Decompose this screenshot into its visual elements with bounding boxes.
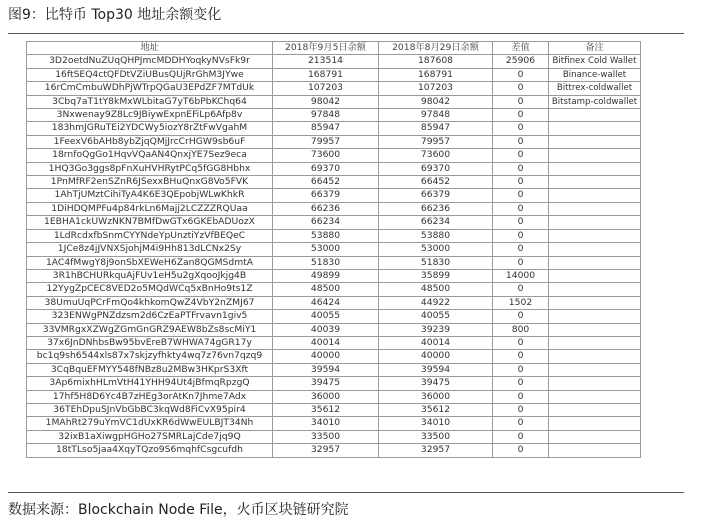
cell-balance-sep5: 98042 (273, 95, 379, 108)
header-address: 地址 (27, 42, 273, 55)
cell-note (549, 202, 641, 215)
cell-balance-sep5: 66452 (273, 176, 379, 189)
cell-balance-aug29: 40000 (379, 350, 493, 363)
table-row (27, 323, 641, 336)
cell-balance-aug29: 51830 (379, 256, 493, 269)
table-row (27, 430, 641, 443)
table-row (27, 310, 641, 323)
cell-balance-aug29: 48500 (379, 283, 493, 296)
cell-balance-sep5: 73600 (273, 149, 379, 162)
cell-note: Bittrex-coldwallet (549, 82, 641, 95)
cell-balance-aug29: 34010 (379, 417, 493, 430)
cell-balance-aug29: 35899 (379, 269, 493, 282)
cell-difference: 0 (493, 336, 549, 349)
cell-difference: 0 (493, 95, 549, 108)
table-header-row (27, 42, 641, 55)
cell-difference: 0 (493, 350, 549, 363)
cell-note (549, 430, 641, 443)
balance-table-container (26, 41, 641, 458)
cell-balance-aug29: 66236 (379, 202, 493, 215)
table-row (27, 149, 641, 162)
table-row (27, 403, 641, 416)
cell-note (549, 323, 641, 336)
cell-balance-sep5: 33500 (273, 430, 379, 443)
cell-difference: 1502 (493, 296, 549, 309)
header-balance-sep5: 2018年9月5日余额 (273, 42, 379, 55)
table-row (27, 377, 641, 390)
cell-note (549, 135, 641, 148)
cell-difference: 0 (493, 149, 549, 162)
table-row (27, 256, 641, 269)
cell-note (549, 216, 641, 229)
cell-difference: 0 (493, 417, 549, 430)
table-row (27, 417, 641, 430)
table-row (27, 229, 641, 242)
cell-balance-sep5: 53880 (273, 229, 379, 242)
balance-table (26, 41, 641, 458)
cell-balance-aug29: 98042 (379, 95, 493, 108)
cell-balance-aug29: 66452 (379, 176, 493, 189)
cell-balance-aug29: 39475 (379, 377, 493, 390)
cell-difference: 0 (493, 430, 549, 443)
cell-balance-aug29: 39239 (379, 323, 493, 336)
cell-balance-aug29: 40014 (379, 336, 493, 349)
table-row (27, 55, 641, 68)
cell-note (549, 176, 641, 189)
cell-balance-sep5: 168791 (273, 68, 379, 81)
cell-balance-sep5: 53000 (273, 243, 379, 256)
cell-balance-sep5: 66379 (273, 189, 379, 202)
cell-balance-aug29: 168791 (379, 68, 493, 81)
cell-address: 33VMRgxXZWgZGmGnGRZ9AEW8bZs8scMiY1 (27, 323, 273, 336)
table-row (27, 122, 641, 135)
cell-address: 16rCmCmbuWDhPjWTrpQGaU3EPdZF7MTdUk (27, 82, 273, 95)
table-row (27, 162, 641, 175)
cell-balance-sep5: 66236 (273, 202, 379, 215)
cell-address: 37x6JnDNhbsBw95bvEreB7WHWA74gGR17y (27, 336, 273, 349)
cell-note (549, 336, 641, 349)
cell-note (549, 256, 641, 269)
cell-difference: 0 (493, 189, 549, 202)
cell-balance-aug29: 36000 (379, 390, 493, 403)
cell-address: 1FeexV6bAHb8ybZjqQMjJrcCrHGW9sb6uF (27, 135, 273, 148)
cell-balance-sep5: 39475 (273, 377, 379, 390)
cell-balance-sep5: 40055 (273, 310, 379, 323)
cell-note (549, 269, 641, 282)
cell-balance-sep5: 48500 (273, 283, 379, 296)
cell-address: 3R1hBCHURkquAjFUv1eH5u2gXqooJkjg4B (27, 269, 273, 282)
top-rule (8, 33, 684, 34)
cell-address: 3Nxwenay9Z8Lc9JBiywExpnEFiLp6Afp8v (27, 109, 273, 122)
header-note: 备注 (549, 42, 641, 55)
cell-difference: 0 (493, 390, 549, 403)
cell-note (549, 189, 641, 202)
cell-address: 38UmuUqPCrFmQo4khkomQwZ4VbY2nZMJ67 (27, 296, 273, 309)
cell-note (549, 350, 641, 363)
cell-address: bc1q9sh6544xls87x7skjzyfhkty4wq7z76vn7qzq9 (27, 350, 273, 363)
table-row (27, 350, 641, 363)
cell-balance-sep5: 36000 (273, 390, 379, 403)
cell-balance-aug29: 97848 (379, 109, 493, 122)
cell-address: 12YygZpCEC8VED2o5MQdWCq5xBnHo9ts1Z (27, 283, 273, 296)
table-row (27, 135, 641, 148)
cell-balance-aug29: 32957 (379, 444, 493, 457)
cell-balance-aug29: 40055 (379, 310, 493, 323)
cell-difference: 0 (493, 310, 549, 323)
cell-address: 1AhTjUMztCihiTyA4K6E3QEpobjWLwKhkR (27, 189, 273, 202)
cell-note (549, 283, 641, 296)
cell-balance-aug29: 66379 (379, 189, 493, 202)
cell-address: 3Cbq7aT1tY8kMxWLbitaG7yT6bPbKChq64 (27, 95, 273, 108)
cell-balance-aug29: 85947 (379, 122, 493, 135)
cell-difference: 0 (493, 444, 549, 457)
cell-address: 1EBHA1ckUWzNKN7BMfDwGTx6GKEbADUozX (27, 216, 273, 229)
cell-difference: 14000 (493, 269, 549, 282)
table-row (27, 95, 641, 108)
cell-address: 36TEhDpuSJnVbGbBC3kqWd8FiCvX95pir4 (27, 403, 273, 416)
cell-note (549, 417, 641, 430)
cell-address: 1MAhRt279uYmVC1dUxKR6dWwEULBJT34Nh (27, 417, 273, 430)
cell-address: 1HQ3Go3ggs8pFnXuHVHRytPCq5fGG8Hbhx (27, 162, 273, 175)
cell-balance-sep5: 85947 (273, 122, 379, 135)
table-row (27, 82, 641, 95)
cell-note (549, 403, 641, 416)
source-note: 数据来源：Blockchain Node File，火币区块链研究院 (8, 502, 349, 518)
cell-balance-sep5: 66234 (273, 216, 379, 229)
cell-difference: 0 (493, 135, 549, 148)
cell-note: Bitfinex Cold Wallet (549, 55, 641, 68)
cell-address: 1LdRcdxfbSnmCYYNdeYpUnztiYzVfBEQeC (27, 229, 273, 242)
cell-note (549, 149, 641, 162)
cell-note: Bitstamp-coldwallet (549, 95, 641, 108)
cell-balance-sep5: 51830 (273, 256, 379, 269)
cell-difference: 0 (493, 243, 549, 256)
cell-note (549, 377, 641, 390)
cell-balance-sep5: 107203 (273, 82, 379, 95)
cell-balance-sep5: 40039 (273, 323, 379, 336)
cell-address: 323ENWgPNZdzsm2d6CzEaPTFrvavn1giv5 (27, 310, 273, 323)
cell-difference: 0 (493, 162, 549, 175)
cell-address: 3D2oetdNuZUqQHPJmcMDDHYoqkyNVsFk9r (27, 55, 273, 68)
table-row (27, 283, 641, 296)
cell-difference: 0 (493, 176, 549, 189)
table-row (27, 444, 641, 457)
cell-balance-sep5: 69370 (273, 162, 379, 175)
cell-balance-aug29: 73600 (379, 149, 493, 162)
cell-note (549, 390, 641, 403)
cell-balance-aug29: 44922 (379, 296, 493, 309)
cell-balance-aug29: 187608 (379, 55, 493, 68)
cell-address: 1PnMfRF2enSZnR6JSexxBHuQnxG8Vo5FVK (27, 176, 273, 189)
cell-note: Binance-wallet (549, 68, 641, 81)
table-row (27, 269, 641, 282)
cell-note (549, 162, 641, 175)
cell-balance-sep5: 46424 (273, 296, 379, 309)
table-row (27, 243, 641, 256)
cell-balance-aug29: 53880 (379, 229, 493, 242)
table-row (27, 390, 641, 403)
cell-address: 1DiHDQMPFu4p84rkLn6Majj2LCZZZRQUaa (27, 202, 273, 215)
cell-difference: 0 (493, 229, 549, 242)
cell-balance-sep5: 40000 (273, 350, 379, 363)
cell-address: 16ftSEQ4ctQFDtVZiUBusQUjRrGhM3JYwe (27, 68, 273, 81)
cell-balance-sep5: 79957 (273, 135, 379, 148)
table-row (27, 296, 641, 309)
table-row (27, 176, 641, 189)
cell-difference: 25906 (493, 55, 549, 68)
table-row (27, 109, 641, 122)
table-row (27, 336, 641, 349)
cell-difference: 0 (493, 109, 549, 122)
table-row (27, 216, 641, 229)
cell-balance-aug29: 53000 (379, 243, 493, 256)
cell-address: 1AC4fMwgY8j9onSbXEWeH6Zan8QGMSdmtA (27, 256, 273, 269)
cell-balance-aug29: 107203 (379, 82, 493, 95)
cell-balance-aug29: 33500 (379, 430, 493, 443)
cell-balance-sep5: 32957 (273, 444, 379, 457)
cell-note (549, 310, 641, 323)
table-row (27, 202, 641, 215)
cell-difference: 800 (493, 323, 549, 336)
cell-balance-sep5: 49899 (273, 269, 379, 282)
cell-difference: 0 (493, 377, 549, 390)
cell-balance-sep5: 97848 (273, 109, 379, 122)
cell-note (549, 296, 641, 309)
cell-balance-sep5: 213514 (273, 55, 379, 68)
cell-difference: 0 (493, 202, 549, 215)
cell-balance-aug29: 69370 (379, 162, 493, 175)
cell-note (549, 363, 641, 376)
table-row (27, 68, 641, 81)
cell-difference: 0 (493, 256, 549, 269)
cell-balance-aug29: 39594 (379, 363, 493, 376)
cell-balance-sep5: 39594 (273, 363, 379, 376)
cell-balance-aug29: 79957 (379, 135, 493, 148)
cell-balance-sep5: 35612 (273, 403, 379, 416)
cell-balance-aug29: 35612 (379, 403, 493, 416)
table-body (27, 55, 641, 457)
header-difference: 差值 (493, 42, 549, 55)
cell-address: 17hf5H8D6Yc4B7zHEg3orAtKn7Jhme7Adx (27, 390, 273, 403)
cell-balance-sep5: 34010 (273, 417, 379, 430)
cell-address: 32ixB1aXiwgpHGHo27SMRLajCde7jq9Q (27, 430, 273, 443)
cell-address: 183hmJGRuTEi2YDCWy5iozY8rZtFwVgahM (27, 122, 273, 135)
cell-address: 1JCe8z4jJVNXSjohjM4i9Hh813dLCNx2Sy (27, 243, 273, 256)
cell-difference: 0 (493, 68, 549, 81)
cell-difference: 0 (493, 403, 549, 416)
cell-difference: 0 (493, 216, 549, 229)
cell-note (549, 109, 641, 122)
bottom-rule (8, 492, 684, 493)
cell-difference: 0 (493, 82, 549, 95)
cell-address: 3CqBquEFMYY548fNBz8u2MBw3HKprS3Xft (27, 363, 273, 376)
cell-address: 3Ap6mixhHLmVtH41YHH94Ut4jBfmqRpzgQ (27, 377, 273, 390)
cell-balance-sep5: 40014 (273, 336, 379, 349)
cell-difference: 0 (493, 122, 549, 135)
table-row (27, 189, 641, 202)
cell-address: 18tTLso5jaa4XqyTQzo9S6mqhfCsgcufdh (27, 444, 273, 457)
cell-note (549, 243, 641, 256)
header-balance-aug29: 2018年8月29日余额 (379, 42, 493, 55)
cell-note (549, 444, 641, 457)
cell-balance-aug29: 66234 (379, 216, 493, 229)
figure-title: 图9：比特币 Top30 地址余额变化 (8, 7, 222, 23)
table-row (27, 363, 641, 376)
cell-difference: 0 (493, 283, 549, 296)
cell-address: 18rnfoQgGo1HqvVQaAN4QnxjYE7Sez9eca (27, 149, 273, 162)
cell-difference: 0 (493, 363, 549, 376)
cell-note (549, 122, 641, 135)
cell-note (549, 229, 641, 242)
